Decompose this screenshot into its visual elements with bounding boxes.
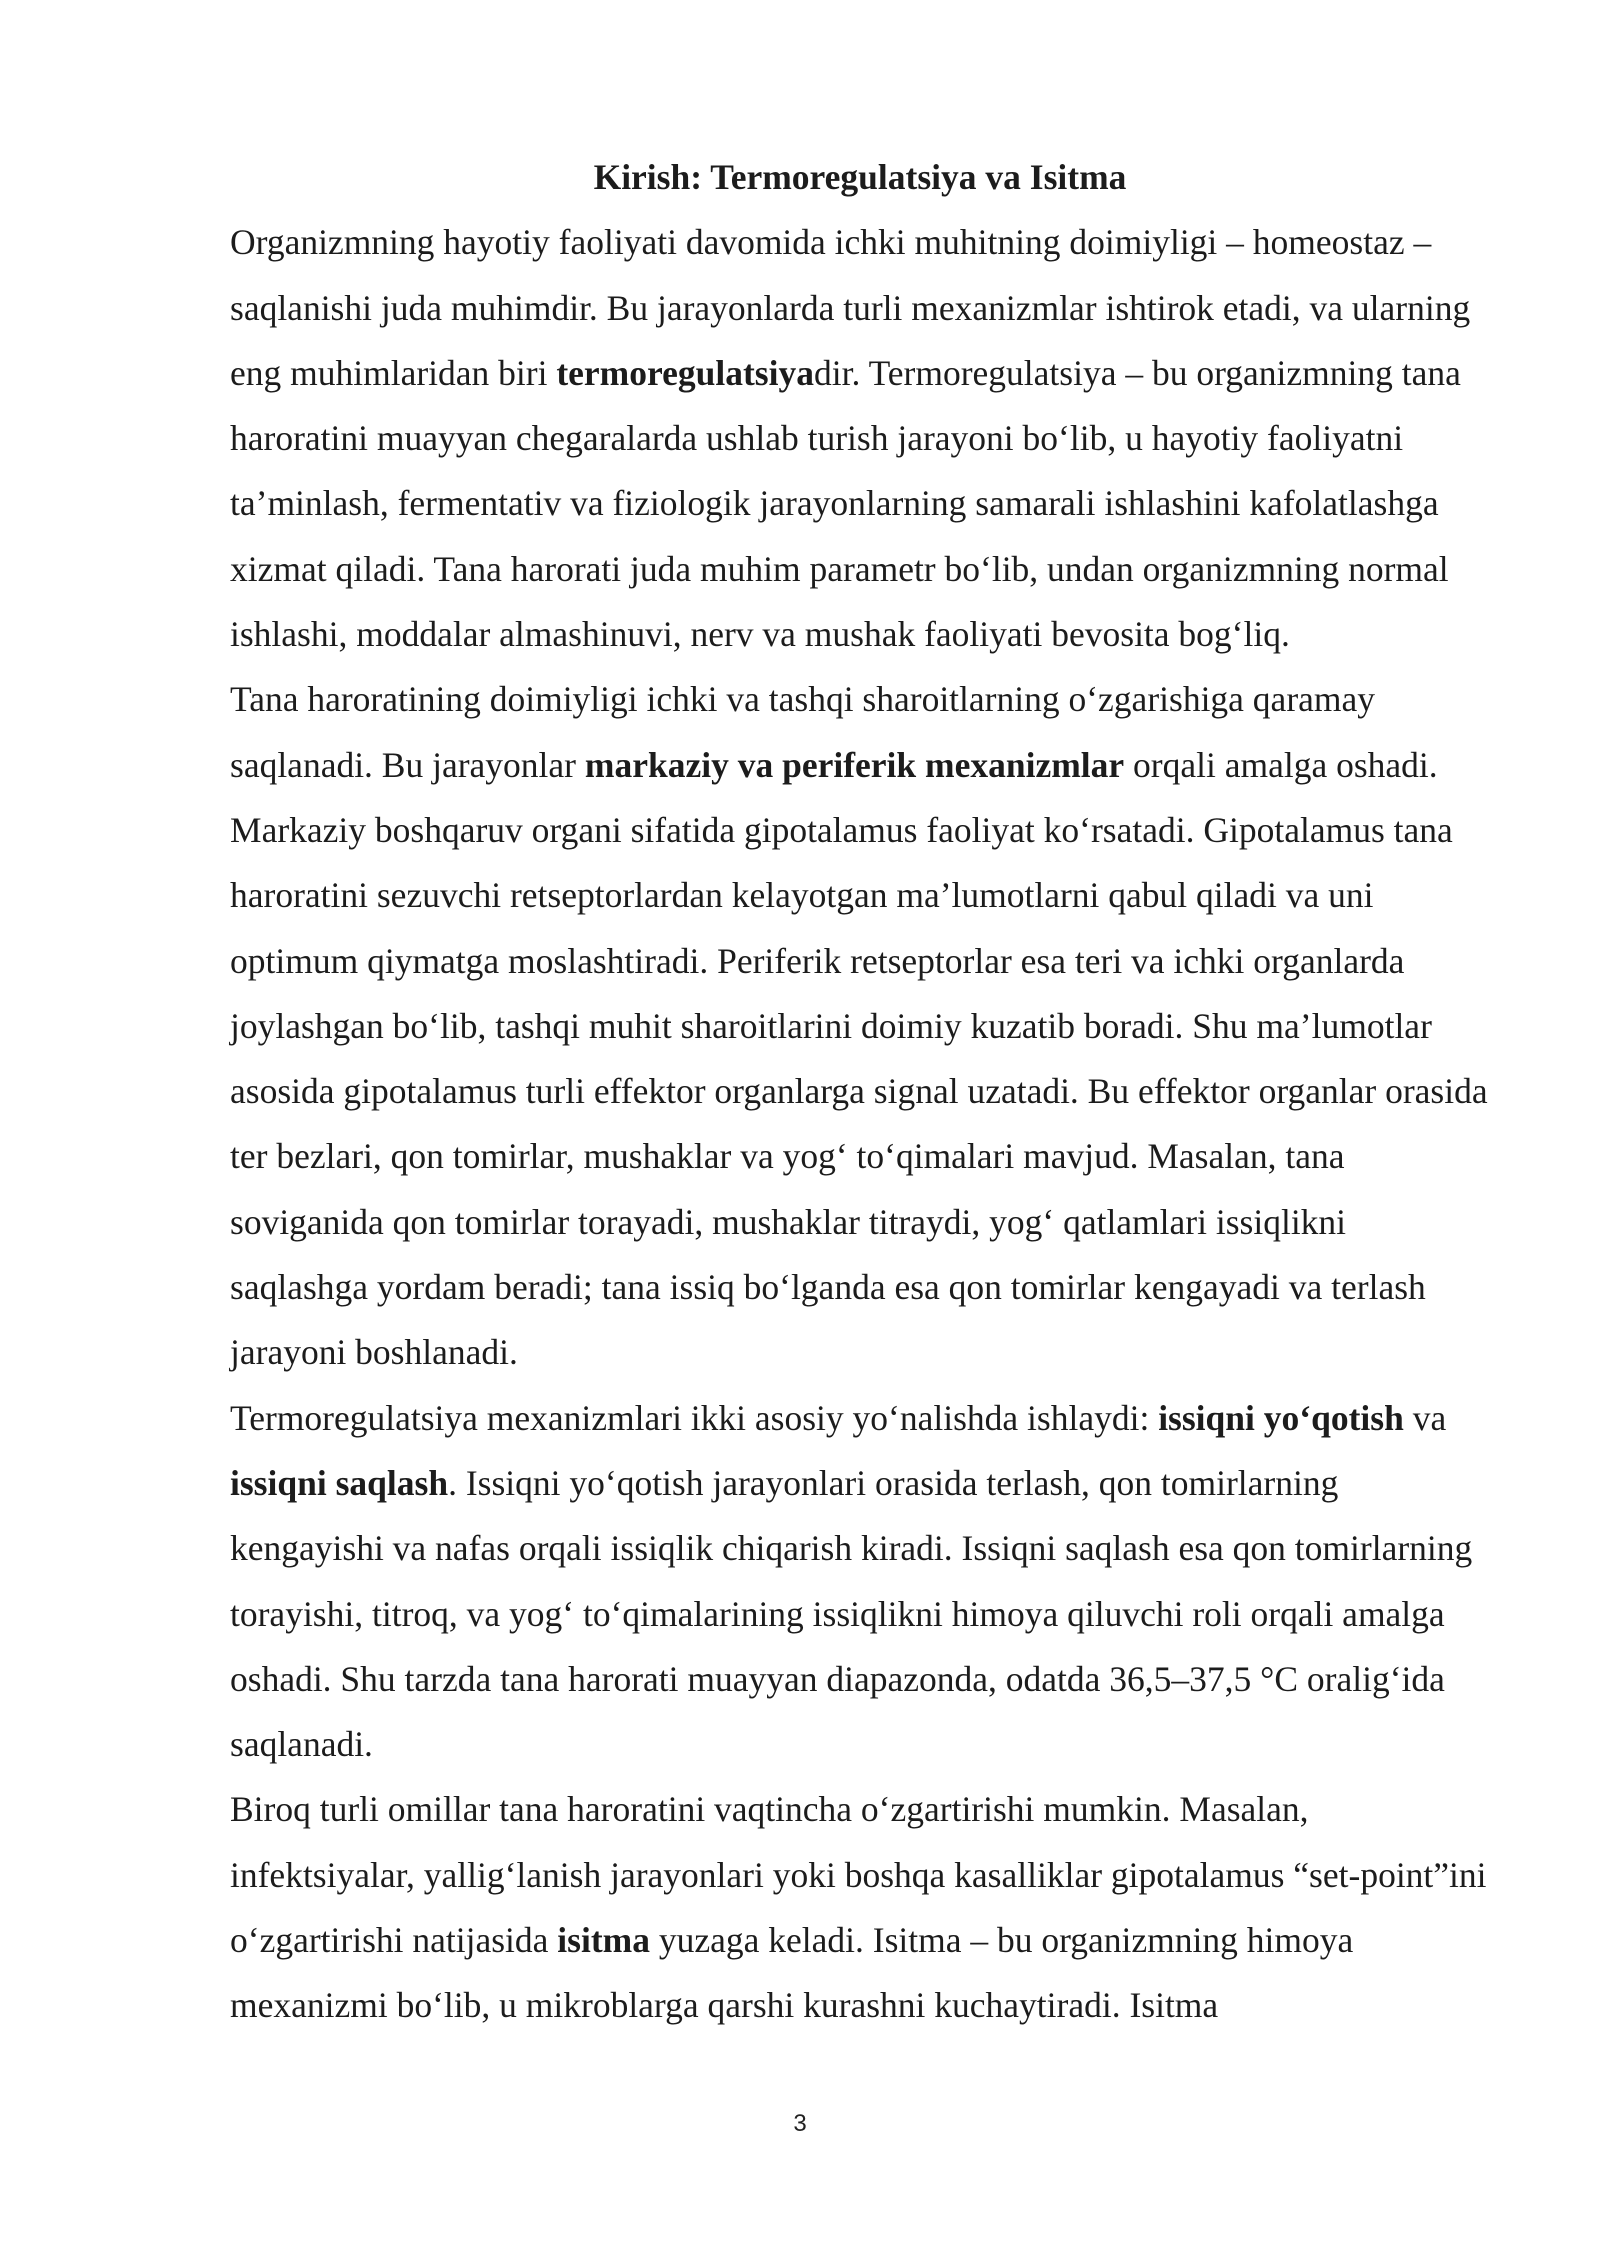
paragraph-text: dir. Termoregulatsiya – bu organizmning tana haroratini muayyan chegaralarda ushlab turish jarayoni bo‘lib, u hayotiy faoliyatni ta’minlash, fermentativ va fiziologik jarayonlarning samarali ishlashini kafolatlashga xizmat qiladi. Tana harorati juda muhim parametr bo‘lib, undan organizmning normal ishlashi, moddalar almashinuvi, nerv va mushak faoliyati bevosita bog‘liq. [230,352,1461,655]
paragraph-text: orqali amalga oshadi. Markaziy boshqaruv organi sifatida gipotalamus faoliyat ko‘rsatadi. Gipotalamus tana haroratini sezuvchi retseptorlardan kelayotgan ma’lumotlarni qabul qiladi va uni optimum qiymatga moslashtiradi. Periferik retseptorlar esa teri va ichki organlarda joylashgan bo‘lib, tashqi muhit sharoitlarini doimiy kuzatib boradi. Shu ma’lumotlar asosida gipotalamus turli effektor organlarga signal uzatadi. Bu effektor organlar orasida ter bezlari, qon tomirlar, mushaklar va yog‘ to‘qimalari mavjud. Masalan, tana soviganida qon tomirlar torayadi, mushaklar titraydi, yog‘ qatlamlari issiqlikni saqlashga yordam beradi; tana issiq bo‘lganda esa qon tomirlar kengayadi va terlash jarayoni boshlanadi. [230,744,1488,1373]
paragraph-3 [230,1386,1490,1778]
bold-term: markaziy va periferik mexanizmlar [584,744,1125,785]
page-title: Kirish: Termoregulatsiya va Isitma [593,157,1127,197]
paragraph-text: Tana haroratining doimiyligi ichki va tashqi sharoitlarning o‘zgarishiga qaramay saqlanadi. Bu jarayonlar [230,679,1376,785]
bold-term: issiqni saqlash [230,1462,449,1503]
paragraph-4 [230,1777,1490,2038]
paragraph-text: . Issiqni yo‘qotish jarayonlari orasida terlash, qon tomirlarning kengayishi va nafas orqali issiqlik chiqarish kiradi. Issiqni saqlash esa qon tomirlarning torayishi, titroq, va yog‘ to‘qimalarining issiqlikni himoya qiluvchi roli orqali amalga oshadi. Shu tarzda tana harorati muayyan diapazonda, odatda 36,5–37,5 °C oralig‘ida saqlanadi. [230,1462,1473,1765]
paragraph-text: Termoregulatsiya mexanizmlari ikki asosiy yo‘nalishda ishlaydi: [230,1397,1159,1438]
paragraph-2 [230,667,1490,1385]
paragraph-text: yuzaga keladi. Isitma – bu organizmning himoya mexanizmi bo‘lib, u mikroblarga qarshi kurashni kuchaytiradi. Isitma [230,1920,1354,2026]
bold-term: isitma [557,1920,650,1961]
paragraph-text: Biroq turli omillar tana haroratini vaqtincha o‘zgartirishi mumkin. Masalan, infektsiyalar, yallig‘lanish jarayonlari yoki boshqa kasalliklar gipotalamus “set-point”ini o‘zgartirishi natijasida [230,1789,1487,1961]
bold-term: termoregulatsiya [556,352,814,393]
page-number: 3 [793,2110,807,2137]
page-content [230,145,1490,2039]
paragraph-text: va [1403,1397,1447,1438]
paragraph-1 [230,210,1490,667]
bold-term: issiqni yo‘qotish [1158,1397,1404,1438]
paragraph-text: Organizmning hayotiy faoliyati davomida ichki muhitning doimiyligi – homeostaz – saqlanishi juda muhimdir. Bu jarayonlarda turli mexanizmlar ishtirok etadi, va ularning eng muhimlaridan biri [230,222,1471,393]
